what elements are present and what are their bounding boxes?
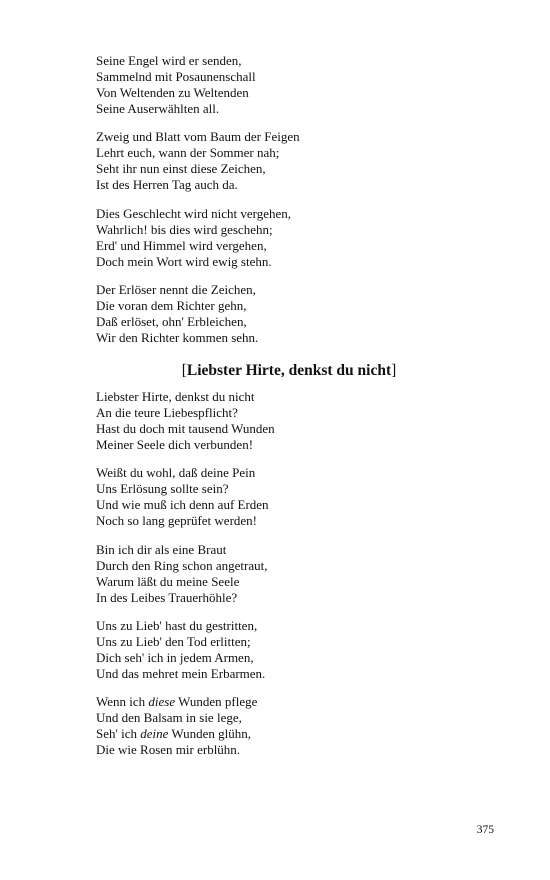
title-open-bracket: [	[181, 362, 187, 379]
title-close-bracket: ]	[391, 362, 397, 379]
verse-line: Daß erlöset, ohn' Erbleichen,	[96, 314, 247, 329]
poem-title	[0, 362, 550, 380]
verse-line: Seht ihr nun einst diese Zeichen,	[96, 161, 266, 176]
verse-line: Dies Geschlecht wird nicht vergehen,	[96, 206, 292, 221]
stanza	[96, 465, 269, 529]
line-text: Seh' ich	[96, 726, 141, 741]
verse-line: Ist des Herren Tag auch da.	[96, 177, 238, 192]
stanza	[96, 542, 267, 606]
page-number: 375	[476, 824, 494, 836]
verse-line: Erd' und Himmel wird vergehen,	[96, 238, 267, 253]
emphasized-word: diese	[148, 694, 176, 709]
line-text: Wunden glühn,	[168, 726, 252, 741]
stanza	[96, 618, 265, 682]
verse-line: Wahrlich! bis dies wird geschehn;	[96, 222, 273, 237]
verse-line: Und wie muß ich denn auf Erden	[96, 497, 269, 512]
verse-line: Der Erlöser nennt die Zeichen,	[96, 282, 256, 297]
verse-line: Weißt du wohl, daß deine Pein	[96, 465, 256, 480]
verse-line: Uns zu Lieb' den Tod erlitten;	[96, 634, 251, 649]
line-text: Wunden pflege	[175, 694, 258, 709]
verse-line: Und den Balsam in sie lege,	[96, 710, 242, 725]
verse-line: Wir den Richter kommen sehn.	[96, 330, 259, 345]
verse-line: Liebster Hirte, denkst du nicht	[96, 389, 255, 404]
verse-line: Von Weltenden zu Weltenden	[96, 85, 249, 100]
verse-line: Durch den Ring schon angetraut,	[96, 558, 268, 573]
stanza	[96, 206, 291, 270]
stanza	[96, 389, 275, 453]
title-text: Liebster Hirte, denkst du nicht	[186, 362, 392, 379]
verse-line: Uns Erlösung sollte sein?	[96, 481, 229, 496]
verse-line: Sammelnd mit Posaunenschall	[96, 69, 256, 84]
verse-line: Doch mein Wort wird ewig stehn.	[96, 254, 272, 269]
verse-line: Die wie Rosen mir erblühn.	[96, 742, 241, 757]
verse-line: Und das mehret mein Erbarmen.	[96, 666, 266, 681]
verse-line: Noch so lang geprüfet werden!	[96, 513, 257, 528]
verse-line: Uns zu Lieb' hast du gestritten,	[96, 618, 258, 633]
stanza	[96, 53, 256, 117]
verse-line: Lehrt euch, wann der Sommer nah;	[96, 145, 280, 160]
verse-line: Zweig und Blatt vom Baum der Feigen	[96, 129, 300, 144]
line-text: Wenn ich	[96, 694, 149, 709]
emphasized-word: deine	[140, 726, 169, 741]
verse-line: Bin ich dir als eine Braut	[96, 542, 227, 557]
stanza	[96, 129, 300, 193]
verse-line: Meiner Seele dich verbunden!	[96, 437, 254, 452]
verse-line	[96, 726, 257, 742]
stanza	[96, 282, 258, 346]
verse-line: Die voran dem Richter gehn,	[96, 298, 247, 313]
verse-line: Seine Engel wird er senden,	[96, 53, 242, 68]
verse-line: Dich seh' ich in jedem Armen,	[96, 650, 254, 665]
verse-line: An die teure Liebespflicht?	[96, 405, 238, 420]
stanza	[96, 694, 257, 758]
verse-line: Seine Auserwählten all.	[96, 101, 220, 116]
verse-line: In des Leibes Trauerhöhle?	[96, 590, 238, 605]
verse-line: Warum läßt du meine Seele	[96, 574, 240, 589]
verse-line: Hast du doch mit tausend Wunden	[96, 421, 275, 436]
verse-line	[96, 694, 257, 710]
